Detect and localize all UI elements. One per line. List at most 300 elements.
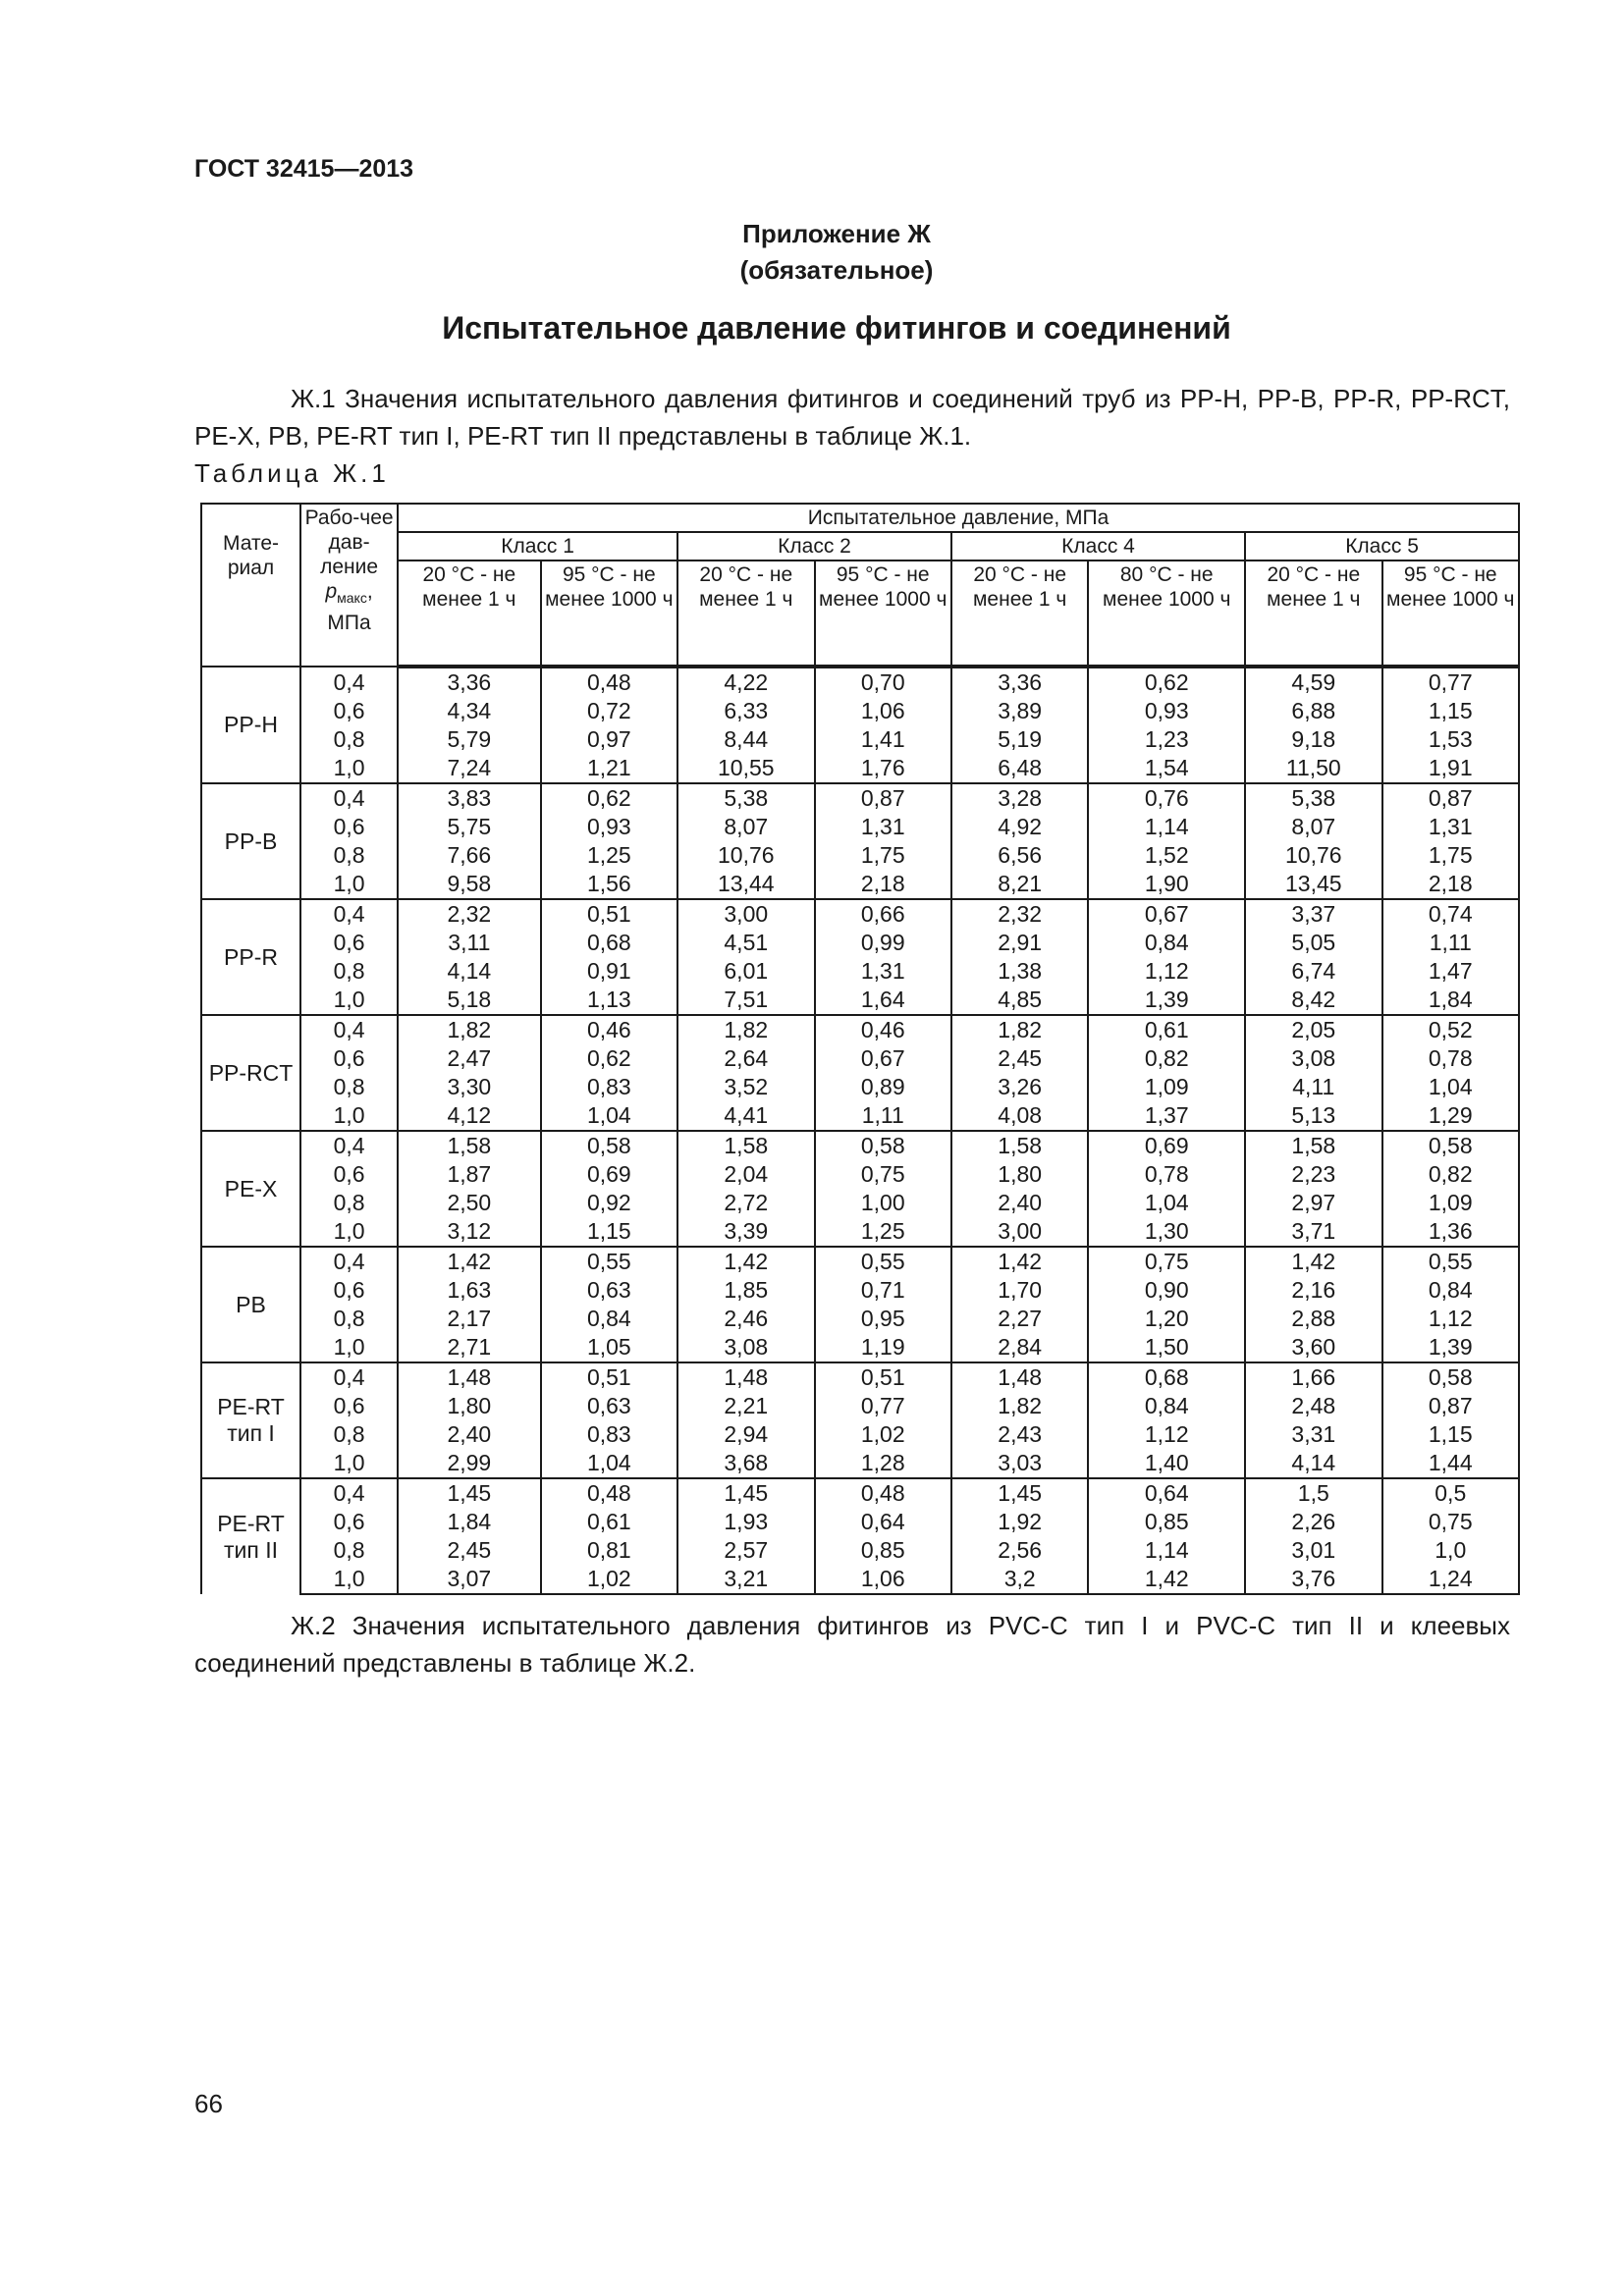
- header-working-pressure: Рабо-чее дав-ление $p_{макс}$, МПа: [300, 504, 398, 667]
- test-pressure-cell: 0,48: [541, 1478, 677, 1508]
- test-pressure-cell: 3,11: [398, 929, 541, 957]
- test-pressure-cell: 1,14: [1088, 813, 1245, 841]
- table-row: [201, 899, 1519, 929]
- test-pressure-cell: 1,66: [1245, 1362, 1381, 1392]
- test-pressure-cell: 3,2: [951, 1565, 1088, 1594]
- test-pressure-cell: 4,14: [1245, 1449, 1381, 1478]
- test-pressure-cell: 1,23: [1088, 725, 1245, 754]
- test-pressure-cell: 4,59: [1245, 667, 1381, 697]
- test-pressure-cell: 1,56: [541, 870, 677, 899]
- test-pressure-cell: 1,52: [1088, 841, 1245, 870]
- test-pressure-cell: 2,84: [951, 1333, 1088, 1362]
- test-pressure-cell: 1,09: [1088, 1073, 1245, 1101]
- test-pressure-cell: 2,26: [1245, 1508, 1381, 1536]
- test-pressure-cell: 0,69: [1088, 1131, 1245, 1160]
- test-pressure-cell: 7,66: [398, 841, 541, 870]
- test-pressure-cell: 5,19: [951, 725, 1088, 754]
- test-pressure-cell: 3,68: [677, 1449, 814, 1478]
- test-pressure-cell: 4,51: [677, 929, 814, 957]
- paragraph-1-text: Значения испытательного давления фитингов и соединений труб из PP-H, PP-B, PP-R, PP-RCT, PE-X, PB, PE-RT тип I, PE-RT тип II представлены в таблице Ж.1.: [194, 384, 1510, 451]
- material-cell: PB: [201, 1247, 300, 1362]
- test-pressure-cell: 2,32: [398, 899, 541, 929]
- test-pressure-cell: 0,63: [541, 1392, 677, 1420]
- test-pressure-cell: 0,52: [1382, 1015, 1519, 1044]
- table-row: [201, 783, 1519, 813]
- test-pressure-cell: 1,04: [541, 1101, 677, 1131]
- test-pressure-cell: 8,21: [951, 870, 1088, 899]
- header-condition: 95 °C - не менее 1000 ч: [1382, 561, 1519, 667]
- table-row: [201, 813, 1519, 841]
- test-pressure-cell: 1,24: [1382, 1565, 1519, 1594]
- test-pressure-cell: 10,55: [677, 754, 814, 783]
- test-pressure-cell: 2,43: [951, 1420, 1088, 1449]
- test-pressure-cell: 1,64: [815, 986, 951, 1015]
- test-pressure-cell: 9,58: [398, 870, 541, 899]
- table-row: [201, 929, 1519, 957]
- test-pressure-cell: 3,36: [398, 667, 541, 697]
- appendix-label: Приложение Ж: [742, 219, 931, 248]
- test-pressure-cell: 0,55: [1382, 1247, 1519, 1276]
- test-pressure-cell: 1,04: [541, 1449, 677, 1478]
- test-pressure-cell: 1,47: [1382, 957, 1519, 986]
- table-row: [201, 1217, 1519, 1247]
- working-pressure-cell: 0,8: [300, 725, 398, 754]
- paragraph-1: [194, 380, 1510, 454]
- test-pressure-cell: 1,39: [1382, 1333, 1519, 1362]
- test-pressure-cell: 2,47: [398, 1044, 541, 1073]
- table-row: [201, 841, 1519, 870]
- test-pressure-cell: 2,64: [677, 1044, 814, 1073]
- test-pressure-cell: 1,15: [1382, 1420, 1519, 1449]
- test-pressure-cell: 1,42: [677, 1247, 814, 1276]
- test-pressure-cell: 7,24: [398, 754, 541, 783]
- working-pressure-cell: 0,8: [300, 957, 398, 986]
- test-pressure-cell: 0,64: [1088, 1478, 1245, 1508]
- test-pressure-cell: 0,48: [815, 1478, 951, 1508]
- test-pressure-cell: 1,82: [398, 1015, 541, 1044]
- test-pressure-cell: 2,97: [1245, 1189, 1381, 1217]
- test-pressure-cell: 1,48: [398, 1362, 541, 1392]
- test-pressure-cell: 3,37: [1245, 899, 1381, 929]
- test-pressure-cell: 1,80: [398, 1392, 541, 1420]
- table-row: [201, 1044, 1519, 1073]
- test-pressure-cell: 1,58: [677, 1131, 814, 1160]
- test-pressure-cell: 2,17: [398, 1305, 541, 1333]
- test-pressure-cell: 10,76: [677, 841, 814, 870]
- test-pressure-cell: 0,58: [541, 1131, 677, 1160]
- test-pressure-cell: 1,11: [1382, 929, 1519, 957]
- test-pressure-cell: 1,15: [541, 1217, 677, 1247]
- test-pressure-cell: 1,76: [815, 754, 951, 783]
- test-pressure-cell: 6,56: [951, 841, 1088, 870]
- table-body: [201, 667, 1519, 1594]
- test-pressure-cell: 7,51: [677, 986, 814, 1015]
- test-pressure-cell: 0,55: [815, 1247, 951, 1276]
- test-pressure-cell: 0,81: [541, 1536, 677, 1565]
- test-pressure-cell: 1,82: [951, 1015, 1088, 1044]
- material-cell: PE-RT тип II: [201, 1478, 300, 1594]
- working-pressure-cell: 0,4: [300, 899, 398, 929]
- test-pressure-cell: 1,87: [398, 1160, 541, 1189]
- working-pressure-cell: 1,0: [300, 1449, 398, 1478]
- test-pressure-cell: 0,87: [1382, 783, 1519, 813]
- header-condition: 95 °C - не менее 1000 ч: [815, 561, 951, 667]
- test-pressure-cell: 2,57: [677, 1536, 814, 1565]
- working-pressure-cell: 0,6: [300, 1276, 398, 1305]
- working-pressure-cell: 0,8: [300, 1305, 398, 1333]
- test-pressure-cell: 0,85: [815, 1536, 951, 1565]
- test-pressure-cell: 1,90: [1088, 870, 1245, 899]
- working-pressure-cell: 1,0: [300, 1333, 398, 1362]
- header-test-pressure: Испытательное давление, МПа: [398, 504, 1519, 532]
- test-pressure-cell: 3,83: [398, 783, 541, 813]
- test-pressure-cell: 6,01: [677, 957, 814, 986]
- test-pressure-cell: 0,48: [541, 667, 677, 697]
- test-pressure-cell: 2,48: [1245, 1392, 1381, 1420]
- test-pressure-cell: 1,04: [1088, 1189, 1245, 1217]
- test-pressure-cell: 1,58: [398, 1131, 541, 1160]
- working-pressure-cell: 0,4: [300, 783, 398, 813]
- test-pressure-cell: 0,5: [1382, 1478, 1519, 1508]
- test-pressure-cell: 1,70: [951, 1276, 1088, 1305]
- working-pressure-cell: 0,6: [300, 813, 398, 841]
- test-pressure-cell: 13,44: [677, 870, 814, 899]
- table-row: [201, 1189, 1519, 1217]
- test-pressure-cell: 0,67: [815, 1044, 951, 1073]
- test-pressure-cell: 1,82: [677, 1015, 814, 1044]
- table-row: [201, 697, 1519, 725]
- test-pressure-cell: 0,84: [541, 1305, 677, 1333]
- test-pressure-cell: 4,85: [951, 986, 1088, 1015]
- test-pressure-cell: 1,06: [815, 1565, 951, 1594]
- test-pressure-cell: 0,77: [1382, 667, 1519, 697]
- test-pressure-cell: 0,84: [1088, 1392, 1245, 1420]
- test-pressure-cell: 1,37: [1088, 1101, 1245, 1131]
- test-pressure-cell: 2,04: [677, 1160, 814, 1189]
- test-pressure-cell: 3,12: [398, 1217, 541, 1247]
- working-pressure-cell: 0,6: [300, 1160, 398, 1189]
- test-pressure-cell: 6,88: [1245, 697, 1381, 725]
- page-number: 66: [194, 2089, 223, 2118]
- paragraph-2: [194, 1607, 1510, 1682]
- table-row: [201, 725, 1519, 754]
- test-pressure-cell: 1,84: [398, 1508, 541, 1536]
- table-row: [201, 1362, 1519, 1392]
- test-pressure-cell: 0,84: [1382, 1276, 1519, 1305]
- working-pressure-cell: 0,4: [300, 667, 398, 697]
- table-row: [201, 1536, 1519, 1565]
- test-pressure-cell: 0,69: [541, 1160, 677, 1189]
- test-pressure-cell: 5,38: [677, 783, 814, 813]
- test-pressure-cell: 0,93: [1088, 697, 1245, 725]
- table-row: [201, 754, 1519, 783]
- table-row: [201, 1101, 1519, 1131]
- test-pressure-cell: 4,41: [677, 1101, 814, 1131]
- test-pressure-cell: 2,91: [951, 929, 1088, 957]
- test-pressure-cell: 0,58: [1382, 1131, 1519, 1160]
- working-pressure-cell: 0,6: [300, 697, 398, 725]
- test-pressure-cell: 6,33: [677, 697, 814, 725]
- test-pressure-cell: 4,12: [398, 1101, 541, 1131]
- test-pressure-cell: 1,13: [541, 986, 677, 1015]
- test-pressure-cell: 1,48: [677, 1362, 814, 1392]
- test-pressure-cell: 13,45: [1245, 870, 1381, 899]
- test-pressure-cell: 1,50: [1088, 1333, 1245, 1362]
- test-pressure-cell: 0,68: [1088, 1362, 1245, 1392]
- test-pressure-cell: 1,25: [541, 841, 677, 870]
- test-pressure-cell: 8,44: [677, 725, 814, 754]
- table-row: [201, 1015, 1519, 1044]
- working-pressure-cell: 0,8: [300, 1420, 398, 1449]
- test-pressure-cell: 0,61: [1088, 1015, 1245, 1044]
- material-cell: PE-X: [201, 1131, 300, 1247]
- table-row: [201, 1478, 1519, 1508]
- test-pressure-cell: 2,99: [398, 1449, 541, 1478]
- test-pressure-cell: 2,32: [951, 899, 1088, 929]
- test-pressure-cell: 2,72: [677, 1189, 814, 1217]
- test-pressure-cell: 4,22: [677, 667, 814, 697]
- header-class-1: Класс 1: [398, 532, 677, 561]
- test-pressure-cell: 2,21: [677, 1392, 814, 1420]
- test-pressure-cell: 1,75: [815, 841, 951, 870]
- test-pressure-cell: 2,40: [398, 1420, 541, 1449]
- appendix-title: [0, 216, 1624, 289]
- table-row: [201, 1247, 1519, 1276]
- test-pressure-cell: 2,45: [398, 1536, 541, 1565]
- test-pressure-cell: 1,02: [541, 1565, 677, 1594]
- test-pressure-cell: 1,92: [951, 1508, 1088, 1536]
- test-pressure-cell: 1,31: [1382, 813, 1519, 841]
- test-pressure-cell: 3,08: [1245, 1044, 1381, 1073]
- appendix-status: (обязательное): [739, 255, 934, 285]
- test-pressure-cell: 2,94: [677, 1420, 814, 1449]
- test-pressure-cell: 0,62: [1088, 667, 1245, 697]
- test-pressure-cell: 3,76: [1245, 1565, 1381, 1594]
- test-pressure-cell: 1,75: [1382, 841, 1519, 870]
- test-pressure-cell: 0,58: [815, 1131, 951, 1160]
- test-pressure-cell: 6,74: [1245, 957, 1381, 986]
- test-pressure-cell: 1,00: [815, 1189, 951, 1217]
- test-pressure-cell: 0,78: [1088, 1160, 1245, 1189]
- standard-header: ГОСТ 32415—2013: [194, 155, 414, 183]
- test-pressure-cell: 1,14: [1088, 1536, 1245, 1565]
- section-heading: Испытательное давление фитингов и соединений: [442, 310, 1231, 346]
- paragraph-1-label: Ж.1: [291, 384, 336, 413]
- table-row: [201, 870, 1519, 899]
- working-pressure-cell: 1,0: [300, 754, 398, 783]
- test-pressure-cell: 4,08: [951, 1101, 1088, 1131]
- test-pressure-cell: 1,36: [1382, 1217, 1519, 1247]
- test-pressure-cell: 1,84: [1382, 986, 1519, 1015]
- test-pressure-cell: 2,50: [398, 1189, 541, 1217]
- test-pressure-cell: 3,39: [677, 1217, 814, 1247]
- test-pressure-cell: 0,75: [1382, 1508, 1519, 1536]
- test-pressure-cell: 0,66: [815, 899, 951, 929]
- test-pressure-cell: 5,18: [398, 986, 541, 1015]
- header-class-2: Класс 2: [677, 532, 951, 561]
- test-pressure-cell: 1,15: [1382, 697, 1519, 725]
- test-pressure-cell: 3,26: [951, 1073, 1088, 1101]
- test-pressure-cell: 3,28: [951, 783, 1088, 813]
- test-pressure-cell: 1,91: [1382, 754, 1519, 783]
- test-pressure-cell: 5,05: [1245, 929, 1381, 957]
- test-pressure-cell: 0,84: [1088, 929, 1245, 957]
- test-pressure-cell: 3,60: [1245, 1333, 1381, 1362]
- working-pressure-cell: 0,8: [300, 841, 398, 870]
- test-pressure-cell: 2,46: [677, 1305, 814, 1333]
- header-condition: 20 °C - не менее 1 ч: [951, 561, 1088, 667]
- test-pressure-cell: 1,5: [1245, 1478, 1381, 1508]
- working-pressure-cell: 0,8: [300, 1189, 398, 1217]
- header-class-4: Класс 4: [951, 532, 1245, 561]
- material-cell: PP-B: [201, 783, 300, 899]
- test-pressure-table: [200, 503, 1520, 1595]
- test-pressure-cell: 1,20: [1088, 1305, 1245, 1333]
- working-pressure-cell: 1,0: [300, 1565, 398, 1594]
- test-pressure-cell: 4,11: [1245, 1073, 1381, 1101]
- test-pressure-cell: 0,75: [1088, 1247, 1245, 1276]
- working-pressure-cell: 0,6: [300, 1392, 398, 1420]
- test-pressure-cell: 0,55: [541, 1247, 677, 1276]
- test-pressure-cell: 3,00: [951, 1217, 1088, 1247]
- material-cell: PP-H: [201, 667, 300, 783]
- test-pressure-cell: 1,63: [398, 1276, 541, 1305]
- table-row: [201, 1160, 1519, 1189]
- test-pressure-cell: 3,08: [677, 1333, 814, 1362]
- table-row: [201, 1073, 1519, 1101]
- working-pressure-cell: 1,0: [300, 1217, 398, 1247]
- test-pressure-cell: 0,62: [541, 1044, 677, 1073]
- working-pressure-cell: 0,4: [300, 1015, 398, 1044]
- test-pressure-cell: 1,12: [1088, 957, 1245, 986]
- test-pressure-cell: 0,89: [815, 1073, 951, 1101]
- test-pressure-cell: 1,41: [815, 725, 951, 754]
- header-condition: 20 °C - не менее 1 ч: [398, 561, 541, 667]
- test-pressure-cell: 3,52: [677, 1073, 814, 1101]
- table-row: [201, 1276, 1519, 1305]
- test-pressure-cell: 2,16: [1245, 1276, 1381, 1305]
- test-pressure-cell: 3,31: [1245, 1420, 1381, 1449]
- test-pressure-cell: 1,45: [398, 1478, 541, 1508]
- working-pressure-cell: 1,0: [300, 986, 398, 1015]
- table-row: [201, 957, 1519, 986]
- test-pressure-cell: 3,01: [1245, 1536, 1381, 1565]
- test-pressure-cell: 0,51: [541, 899, 677, 929]
- test-pressure-cell: 1,58: [951, 1131, 1088, 1160]
- test-pressure-cell: 11,50: [1245, 754, 1381, 783]
- material-cell: PP-RCT: [201, 1015, 300, 1131]
- table-row: [201, 1565, 1519, 1594]
- test-pressure-cell: 0,75: [815, 1160, 951, 1189]
- test-pressure-cell: 2,40: [951, 1189, 1088, 1217]
- test-pressure-cell: 1,38: [951, 957, 1088, 986]
- test-pressure-cell: 9,18: [1245, 725, 1381, 754]
- test-pressure-cell: 1,21: [541, 754, 677, 783]
- test-pressure-cell: 0,95: [815, 1305, 951, 1333]
- test-pressure-cell: 0,46: [541, 1015, 677, 1044]
- test-pressure-cell: 0,72: [541, 697, 677, 725]
- test-pressure-cell: 0,51: [541, 1362, 677, 1392]
- test-pressure-cell: 1,85: [677, 1276, 814, 1305]
- test-pressure-cell: 1,11: [815, 1101, 951, 1131]
- test-pressure-cell: 3,30: [398, 1073, 541, 1101]
- working-pressure-cell: 0,4: [300, 1362, 398, 1392]
- test-pressure-cell: 1,42: [1245, 1247, 1381, 1276]
- test-pressure-cell: 0,90: [1088, 1276, 1245, 1305]
- test-pressure-cell: 1,04: [1382, 1073, 1519, 1101]
- test-pressure-cell: 10,76: [1245, 841, 1381, 870]
- table-row: [201, 1449, 1519, 1478]
- test-pressure-cell: 1,44: [1382, 1449, 1519, 1478]
- material-cell: PP-R: [201, 899, 300, 1015]
- test-pressure-cell: 1,93: [677, 1508, 814, 1536]
- table-row: [201, 1420, 1519, 1449]
- table-row: [201, 1305, 1519, 1333]
- test-pressure-cell: 6,48: [951, 754, 1088, 783]
- test-pressure-cell: 1,45: [951, 1478, 1088, 1508]
- working-pressure-cell: 0,4: [300, 1478, 398, 1508]
- test-pressure-cell: 1,06: [815, 697, 951, 725]
- test-pressure-cell: 0,85: [1088, 1508, 1245, 1536]
- table-row: [201, 1333, 1519, 1362]
- test-pressure-cell: 0,64: [815, 1508, 951, 1536]
- test-pressure-cell: 0,77: [815, 1392, 951, 1420]
- test-pressure-cell: 4,14: [398, 957, 541, 986]
- test-pressure-cell: 1,42: [951, 1247, 1088, 1276]
- table-row: [201, 1392, 1519, 1420]
- test-pressure-cell: 2,18: [815, 870, 951, 899]
- test-pressure-cell: 0,74: [1382, 899, 1519, 929]
- test-pressure-cell: 0,93: [541, 813, 677, 841]
- test-pressure-cell: 1,25: [815, 1217, 951, 1247]
- test-pressure-cell: 1,29: [1382, 1101, 1519, 1131]
- test-pressure-cell: 0,71: [815, 1276, 951, 1305]
- test-pressure-cell: 0,99: [815, 929, 951, 957]
- test-pressure-cell: 1,48: [951, 1362, 1088, 1392]
- test-pressure-cell: 4,34: [398, 697, 541, 725]
- working-pressure-cell: 1,0: [300, 870, 398, 899]
- header-condition: 95 °C - не менее 1000 ч: [541, 561, 677, 667]
- paragraph-2-text: Значения испытательного давления фитингов из PVC-C тип I и PVC-C тип II и клеевых соединений представлены в таблице Ж.2.: [194, 1611, 1510, 1678]
- test-pressure-cell: 3,03: [951, 1449, 1088, 1478]
- test-pressure-cell: 8,42: [1245, 986, 1381, 1015]
- working-pressure-cell: 0,6: [300, 1508, 398, 1536]
- material-cell: PE-RT тип I: [201, 1362, 300, 1478]
- test-pressure-cell: 1,31: [815, 813, 951, 841]
- test-pressure-cell: 3,21: [677, 1565, 814, 1594]
- test-pressure-cell: 3,71: [1245, 1217, 1381, 1247]
- table-row: [201, 667, 1519, 697]
- working-pressure-cell: 0,4: [300, 1131, 398, 1160]
- test-pressure-cell: 0,78: [1382, 1044, 1519, 1073]
- working-pressure-cell: 0,8: [300, 1073, 398, 1101]
- test-pressure-cell: 0,67: [1088, 899, 1245, 929]
- header-condition: 20 °C - не менее 1 ч: [1245, 561, 1381, 667]
- header-material: Мате-риал: [201, 504, 300, 667]
- test-pressure-cell: 0,51: [815, 1362, 951, 1392]
- test-pressure-cell: 0,82: [1382, 1160, 1519, 1189]
- test-pressure-cell: 0,62: [541, 783, 677, 813]
- test-pressure-cell: 5,79: [398, 725, 541, 754]
- test-pressure-cell: 1,12: [1382, 1305, 1519, 1333]
- test-pressure-cell: 3,07: [398, 1565, 541, 1594]
- test-pressure-cell: 0,61: [541, 1508, 677, 1536]
- test-pressure-cell: 0,82: [1088, 1044, 1245, 1073]
- test-pressure-cell: 0,87: [815, 783, 951, 813]
- working-pressure-cell: 0,8: [300, 1536, 398, 1565]
- test-pressure-cell: 0,46: [815, 1015, 951, 1044]
- test-pressure-cell: 5,75: [398, 813, 541, 841]
